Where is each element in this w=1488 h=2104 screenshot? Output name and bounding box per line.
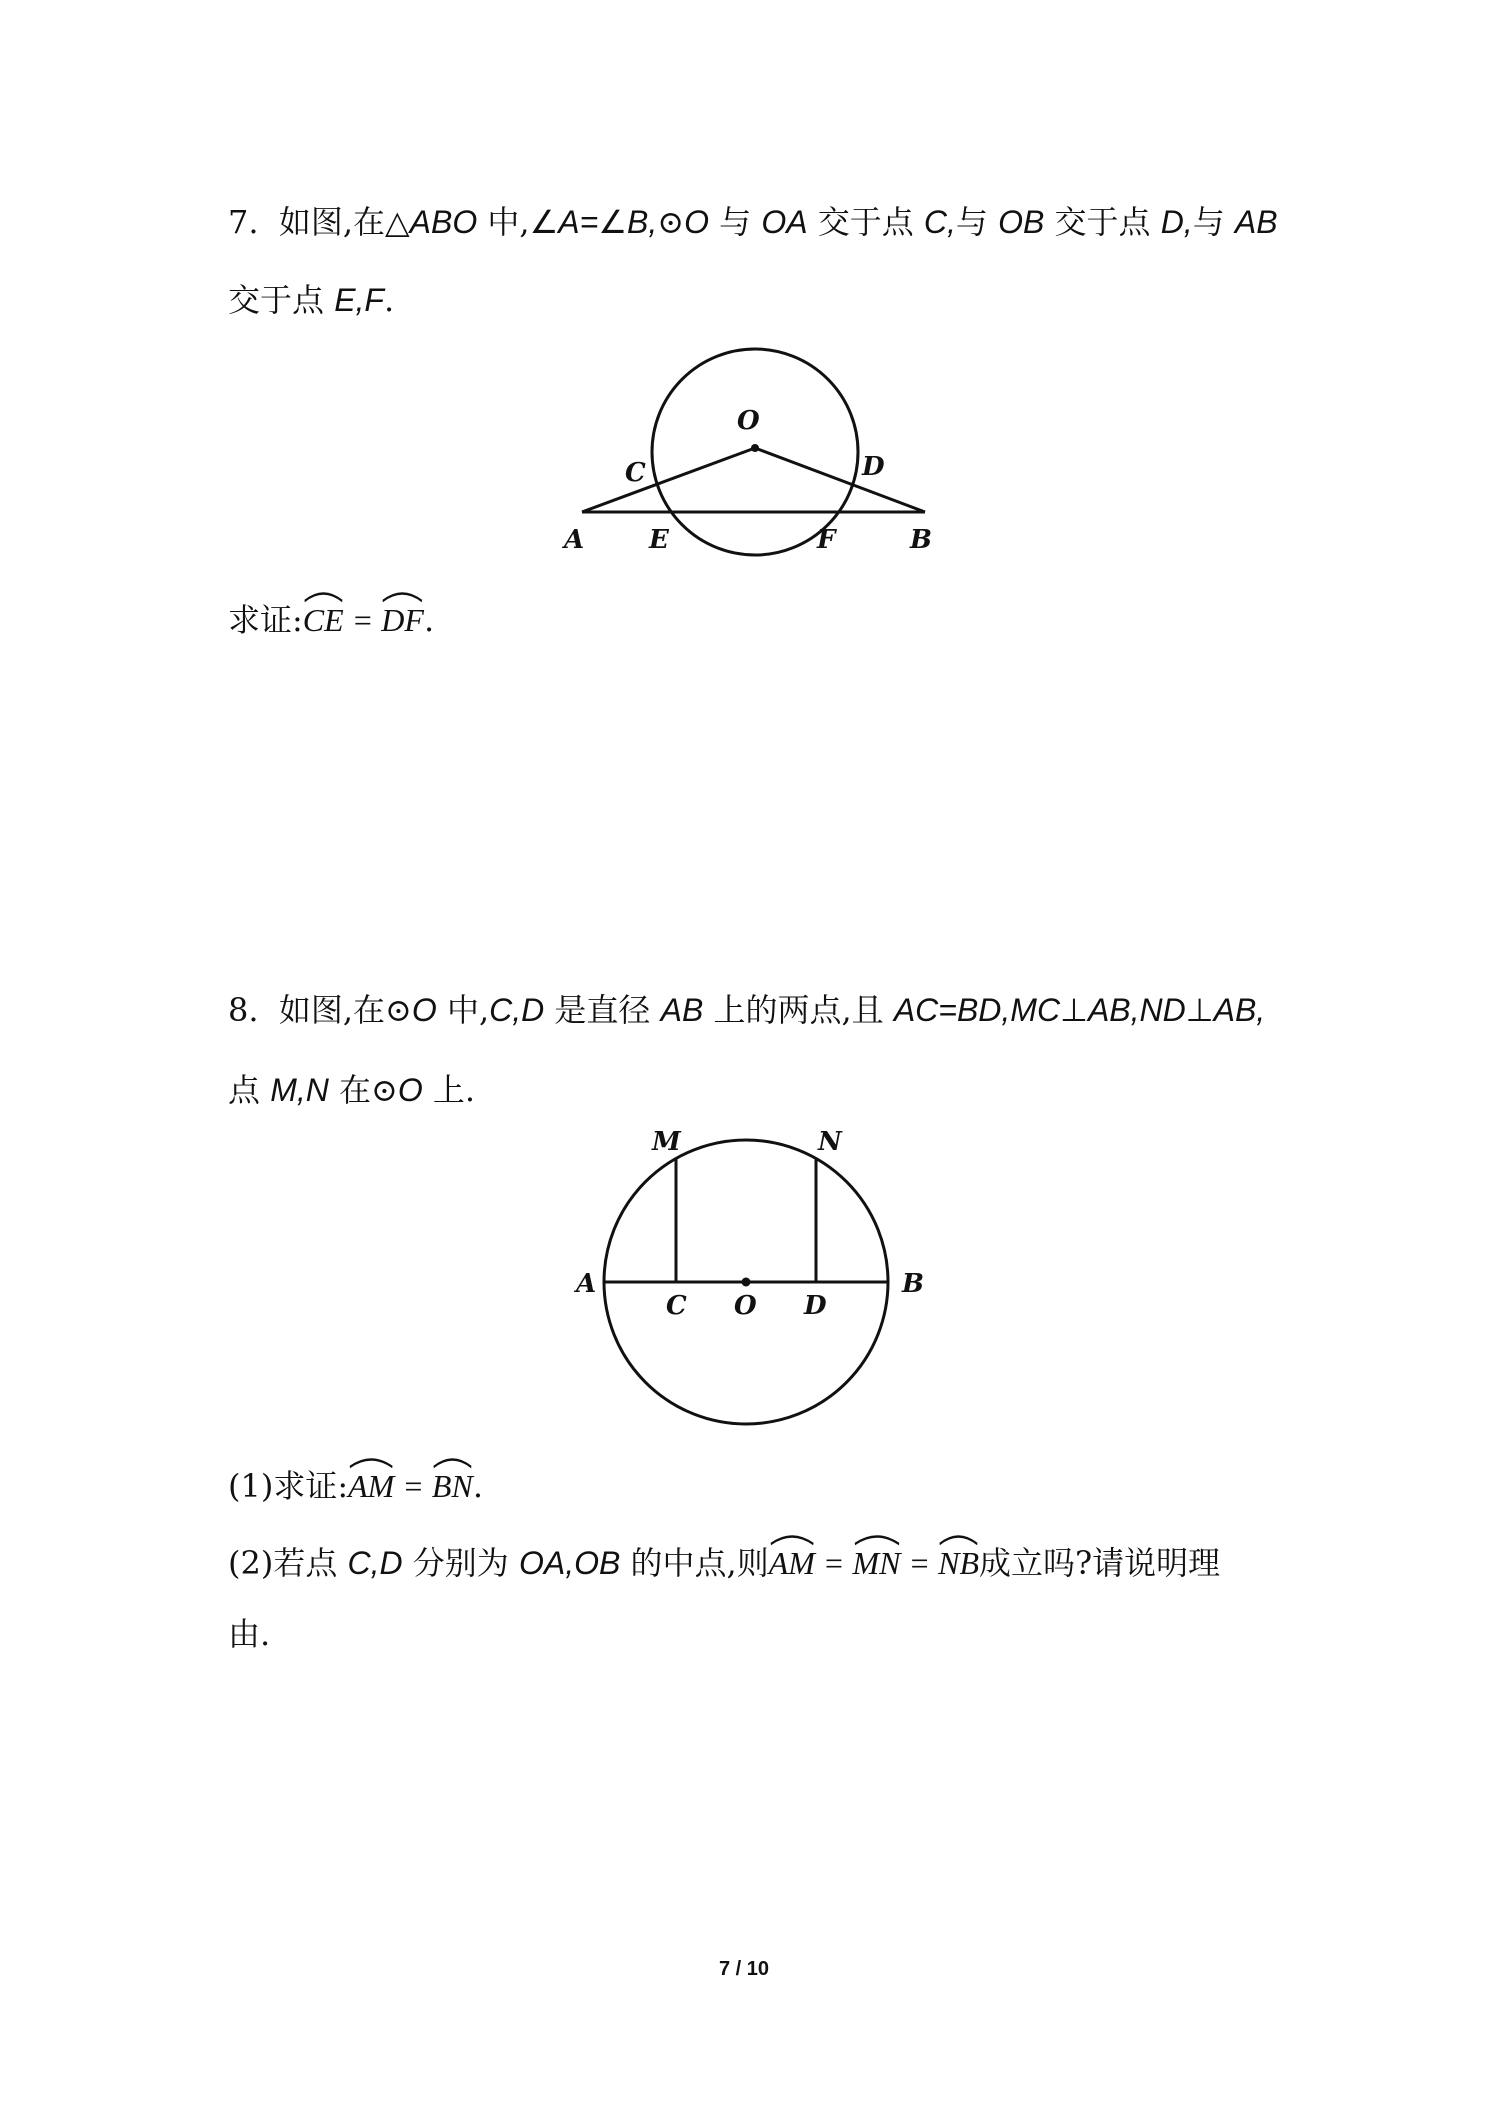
q8-text: 在⊙ xyxy=(328,1071,398,1109)
q7-segment-ob: OB xyxy=(998,204,1045,240)
q8-text: 的中点,则 xyxy=(620,1544,769,1582)
q8-center-dot xyxy=(742,1278,751,1287)
q7-arc-ce xyxy=(303,592,344,642)
q8-arc-mn xyxy=(853,1535,901,1585)
q7-arc-df-text: DF xyxy=(381,602,424,638)
q8-line-1 xyxy=(228,988,1265,1032)
q7-triangle-name: ABO xyxy=(409,204,478,240)
q7-points-ef: E,F xyxy=(334,282,384,318)
q8-segments-oa-ob: OA,OB xyxy=(518,1545,621,1581)
q7-label-a: A xyxy=(564,525,585,555)
q8-text: 如图,在⊙ xyxy=(278,991,412,1029)
q8-text: 成立吗?请说明理 xyxy=(978,1544,1221,1582)
q7-line-1 xyxy=(228,200,1278,244)
q8-text: 中, xyxy=(436,991,490,1029)
equals-sign: = xyxy=(900,1545,939,1581)
q8-label-a: A xyxy=(576,1269,597,1299)
q8-part1-prefix: (1)求证: xyxy=(228,1467,349,1505)
q8-part-1 xyxy=(228,1458,483,1508)
q7-text: 中, xyxy=(477,203,530,241)
q7-text: 交于点 xyxy=(1044,203,1161,241)
q7-text: 交于点 xyxy=(228,281,335,319)
q7-label-d: D xyxy=(862,452,885,482)
q7-prove-prefix: 求证: xyxy=(228,601,303,639)
q7-diagram xyxy=(550,345,950,560)
q7-label-o: O xyxy=(737,406,760,436)
equals-sign: = xyxy=(394,1468,432,1504)
q8-label-c: C xyxy=(666,1291,687,1321)
q8-points-cd: C,D xyxy=(489,992,545,1028)
q8-text: 分别为 xyxy=(402,1544,519,1582)
q8-diameter-ab: AB xyxy=(660,992,704,1028)
q7-arc-ce-text: CE xyxy=(302,602,344,638)
q8-part-2-line-2 xyxy=(228,1612,270,1656)
q7-label-c: C xyxy=(625,458,646,488)
q8-text: . xyxy=(472,1467,483,1505)
q8-points-cd: C,D xyxy=(347,1545,403,1581)
q7-angle-condition: ∠A=∠B, xyxy=(529,204,658,240)
q8-text: (2)若点 xyxy=(228,1544,348,1582)
q7-point-c: C, xyxy=(923,204,956,240)
q8-line-2 xyxy=(228,1068,475,1112)
q7-point-d: D, xyxy=(1160,204,1193,240)
q8-arc-am-2-text: AM xyxy=(768,1545,815,1581)
q7-line-2 xyxy=(228,278,394,322)
q8-arc-am-text: AM xyxy=(348,1468,395,1504)
q8-arc-am xyxy=(348,1458,394,1508)
q7-segment-ob-line xyxy=(755,448,925,512)
q7-text: 与 xyxy=(955,203,999,241)
q7-prove xyxy=(228,592,434,642)
q8-diagram xyxy=(560,1120,940,1430)
q8-number: 8. xyxy=(228,991,259,1029)
equals-sign: = xyxy=(343,602,382,638)
q8-text: 上的两点,且 xyxy=(703,991,894,1029)
q8-circle-name: O xyxy=(411,992,437,1028)
q8-conditions: AC=BD,MC⊥AB,ND⊥AB, xyxy=(893,992,1266,1028)
q7-circle-name: O xyxy=(684,204,709,240)
page-number: 7 / 10 xyxy=(718,1958,770,1980)
q8-arc-bn xyxy=(432,1458,473,1508)
q8-text: 点 xyxy=(228,1071,271,1109)
q7-number: 7. xyxy=(228,203,259,241)
q7-segment-ab: AB xyxy=(1234,204,1278,240)
q8-label-d: D xyxy=(804,1291,827,1321)
q7-label-f: F xyxy=(817,525,836,555)
q8-arc-bn-text: BN xyxy=(431,1468,473,1504)
q8-text: 由. xyxy=(228,1615,271,1653)
q8-text: 上. xyxy=(422,1071,476,1109)
q7-segment-oa-line xyxy=(582,448,755,512)
q8-arc-am-2 xyxy=(769,1535,815,1585)
q8-text: 是直径 xyxy=(544,991,661,1029)
q7-text: . xyxy=(423,601,435,639)
q7-label-b: B xyxy=(910,525,932,555)
q7-text: 交于点 xyxy=(807,203,924,241)
q7-text: . xyxy=(383,281,395,319)
q8-part-2 xyxy=(228,1535,1220,1585)
q7-label-e: E xyxy=(649,525,669,555)
q8-arc-nb-text: NB xyxy=(938,1545,979,1581)
equals-sign: = xyxy=(814,1545,853,1581)
q8-label-n: N xyxy=(818,1127,842,1157)
q8-label-b: B xyxy=(902,1269,924,1299)
q7-segment-oa: OA xyxy=(761,204,808,240)
q8-label-o: O xyxy=(734,1291,757,1321)
q7-arc-df xyxy=(381,592,424,642)
q7-center-dot xyxy=(751,444,759,452)
circle-symbol: ⊙ xyxy=(657,203,685,241)
q8-arc-mn-text: MN xyxy=(852,1545,901,1581)
q7-text: 如图,在△ xyxy=(278,203,410,241)
q8-label-m: M xyxy=(652,1127,681,1157)
q8-arc-nb xyxy=(938,1535,979,1585)
q7-text: 与 xyxy=(708,203,762,241)
q7-text: 与 xyxy=(1192,203,1235,241)
q8-points-mn: M,N xyxy=(270,1072,329,1108)
q8-circle-name: O xyxy=(397,1072,423,1108)
